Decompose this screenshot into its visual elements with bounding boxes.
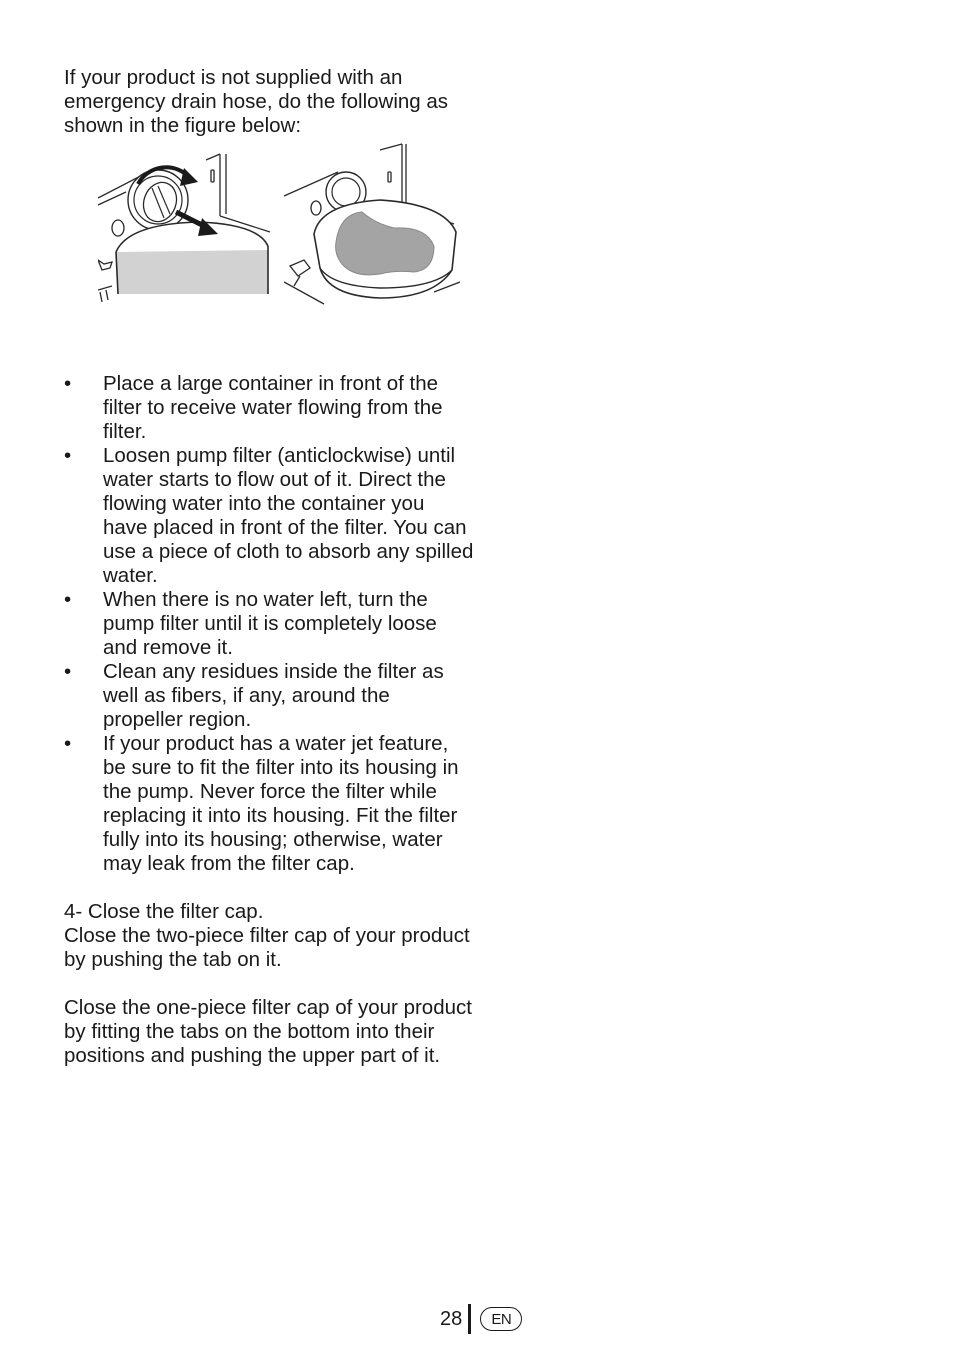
list-item-text: Clean any residues inside the filter as well as fibers, if any, around the propeller region. xyxy=(103,660,444,731)
two-piece-cap-paragraph: Close the two-piece filter cap of your product by pushing the tab on it. xyxy=(64,924,470,971)
list-item-text: When there is no water left, turn the pump filter until it is completely loose and remove it. xyxy=(103,588,437,659)
water-drain-illustration xyxy=(284,142,460,308)
bullet: • xyxy=(64,732,72,755)
one-piece-cap-paragraph: Close the one-piece filter cap of your product by fitting the tabs on the bottom into their positions and pushing the upper part of it. xyxy=(64,996,472,1067)
figure-row xyxy=(64,152,474,352)
list-item-text: Place a large container in front of the filter to receive water flowing from the filter. xyxy=(103,372,443,443)
content-column xyxy=(64,66,474,1068)
bullet: • xyxy=(64,444,72,467)
intro-paragraph: If your product is not supplied with an emergency drain hose, do the following as shown in the figure below: xyxy=(64,66,449,137)
bullet: • xyxy=(64,660,72,683)
list-item xyxy=(64,444,474,588)
list-item-text: If your product has a water jet feature, be sure to fit the filter into its housing in the pump. Never force the filter while replacing it into its housing. Fit the filter fully into its housing; otherwise, water may leak from the filter cap. xyxy=(103,732,459,875)
footer-divider xyxy=(468,1304,471,1334)
list-item xyxy=(64,372,474,444)
language-badge: EN xyxy=(480,1307,522,1331)
page-footer xyxy=(440,1304,522,1334)
bullet: • xyxy=(64,372,72,395)
list-item xyxy=(64,732,474,876)
list-item-text: Loosen pump filter (anticlockwise) until water starts to flow out of it. Direct the flowing water into the container you have placed in front of the filter. You can use a piece of cloth to absorb any spilled water. xyxy=(103,444,474,587)
list-item xyxy=(64,588,474,660)
bullet: • xyxy=(64,588,72,611)
list-item xyxy=(64,660,474,732)
section-heading: 4- Close the filter cap. xyxy=(64,900,264,923)
page-number: 28 xyxy=(440,1308,463,1330)
instruction-list xyxy=(64,372,474,876)
filter-loosen-illustration xyxy=(98,152,272,308)
